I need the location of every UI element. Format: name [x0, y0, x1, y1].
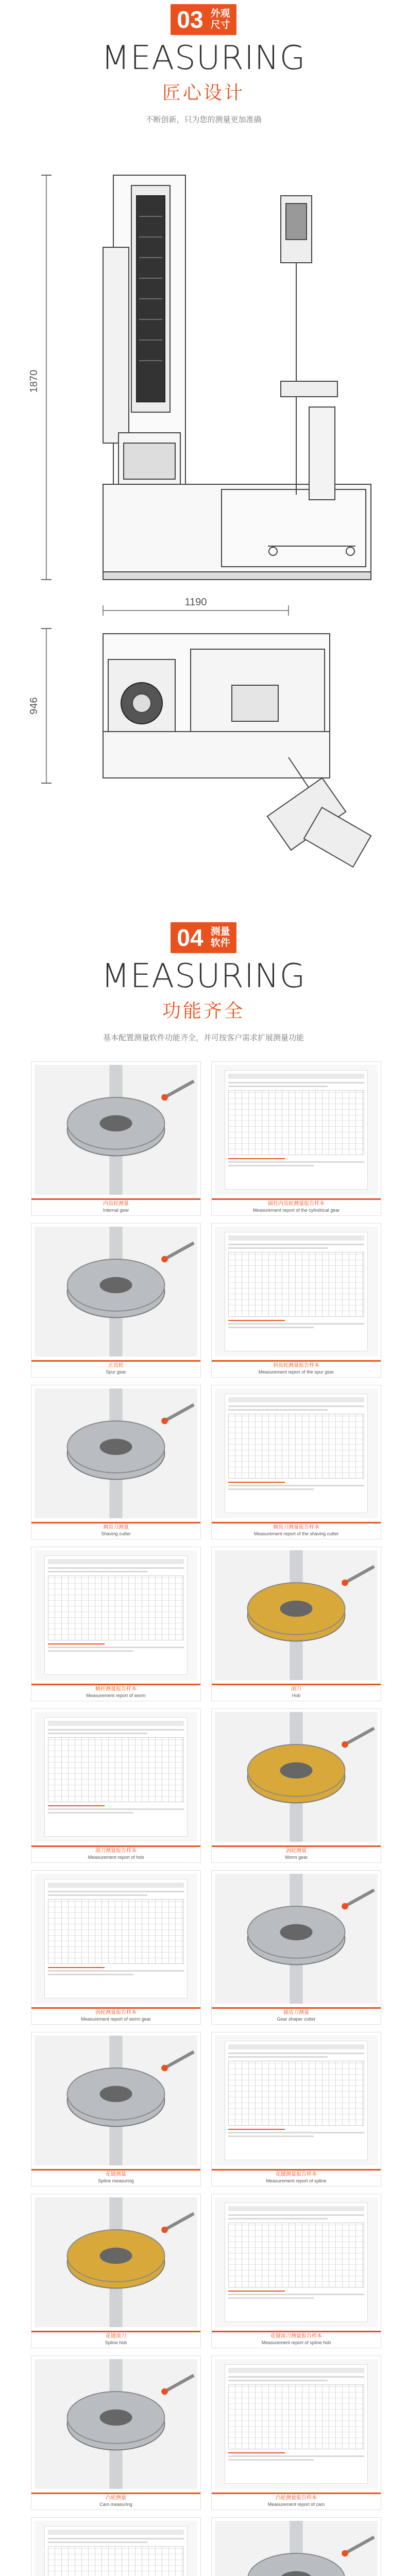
- caption-en: Shaving cutter: [101, 1531, 131, 1536]
- caption-divider: [31, 1845, 200, 1847]
- caption-en: Measurement report of hob: [88, 1855, 144, 1860]
- caption-cn: 滚刀: [291, 1686, 301, 1692]
- caption-en: Measurement report of worm gear: [80, 2016, 151, 2022]
- gallery-tile: [211, 2355, 381, 2510]
- section-title-en: MEASURING: [101, 39, 306, 77]
- section-04-badge: [171, 922, 236, 953]
- part-illustration: [35, 1065, 197, 1195]
- caption-en: Spur gear: [106, 1369, 126, 1375]
- gallery-image: [35, 1712, 197, 1842]
- caption-cn: 凸轮测量: [106, 2495, 126, 2501]
- part-illustration: [35, 1388, 197, 1518]
- gallery-image: [215, 1874, 378, 2004]
- caption-en: Measurement report of spline hob: [261, 2340, 331, 2345]
- section-subtitle: 不断创新，只为您的测量更加准确: [145, 115, 262, 124]
- section-label: 测量 软件: [210, 926, 230, 948]
- gallery-tile: [211, 1870, 381, 2025]
- caption-en: Measurement report of the shaving cutter: [253, 1531, 339, 1536]
- caption-en: Spline measuring: [98, 2178, 134, 2183]
- gallery-caption: [212, 1524, 381, 1537]
- report-sheet: [225, 1232, 368, 1351]
- gallery-tile: [211, 1061, 381, 1216]
- gallery-tile: [31, 1870, 201, 2025]
- gallery-image: [35, 2521, 197, 2576]
- caption-en: Measurement report of spline: [266, 2178, 327, 2183]
- gallery-image: [35, 1874, 197, 2004]
- part-illustration: [215, 1550, 378, 1680]
- report-sheet: [225, 2364, 368, 2484]
- caption-cn: 剃齿刀测量报告样本: [273, 1524, 319, 1530]
- part-illustration: [35, 1227, 197, 1357]
- report-sheet: [44, 2526, 188, 2576]
- gallery-caption: [31, 1201, 200, 1213]
- dimension-drawings: [0, 0, 407, 917]
- gallery-caption: [31, 1524, 200, 1537]
- caption-en: Internal gear: [103, 1208, 129, 1213]
- caption-en: Measurement report of the spur gear: [258, 1369, 334, 1375]
- gallery-caption: [31, 2172, 200, 2184]
- caption-cn: 内齿轮测量: [103, 1201, 129, 1207]
- gallery-caption: [212, 1201, 381, 1213]
- width-dimension-label: 1190: [184, 597, 207, 608]
- gallery-image: [35, 1388, 197, 1518]
- caption-en: Measurement report of worm: [86, 1693, 146, 1698]
- gallery-caption: [212, 1848, 381, 1860]
- caption-divider: [212, 1845, 381, 1847]
- gallery-image: [35, 1550, 197, 1680]
- caption-en: Spline hob: [105, 2340, 127, 2345]
- gallery-caption: [31, 1848, 200, 1860]
- gallery-caption: [212, 2333, 381, 2346]
- gallery-image: [215, 2036, 378, 2165]
- gallery-tile: [31, 1547, 201, 1701]
- gallery-caption: [31, 2495, 200, 2507]
- section-label: 外观 尺寸: [210, 8, 230, 30]
- front-view-drawing: [41, 175, 371, 580]
- caption-divider: [212, 2007, 381, 2009]
- gallery-image: [35, 2197, 197, 2327]
- gallery-tile: [31, 2355, 201, 2510]
- caption-en: Hob: [292, 1693, 301, 1698]
- caption-cn: 正齿轮: [108, 1363, 124, 1368]
- section-subtitle: 基本配置测量软件功能齐全，并可按客户需求扩展测量功能: [103, 1033, 304, 1042]
- caption-en: Gear shaper cutter: [277, 2016, 316, 2022]
- gallery-tile: [211, 2194, 381, 2348]
- gallery-tile: [211, 1708, 381, 1863]
- gallery-tile: [31, 2194, 201, 2348]
- gallery-tile: [211, 1547, 381, 1701]
- caption-divider: [31, 1198, 200, 1200]
- gallery-caption: [31, 1363, 200, 1375]
- section-04-header: [0, 922, 407, 1043]
- caption-divider: [212, 2331, 381, 2332]
- report-sheet: [225, 2202, 368, 2322]
- gallery-caption: [212, 1363, 381, 1375]
- gallery-tile: [31, 2032, 201, 2187]
- caption-divider: [31, 1684, 200, 1685]
- gallery-caption: [212, 2172, 381, 2184]
- gallery-tile: [211, 2032, 381, 2187]
- caption-cn: 圆柱内齿轮测量报告样本: [268, 1201, 325, 1207]
- caption-divider: [31, 1522, 200, 1523]
- caption-divider: [31, 2493, 200, 2494]
- height-dimension-label: 1870: [28, 369, 40, 393]
- gallery-tile: [31, 1061, 201, 1216]
- caption-divider: [212, 1198, 381, 1200]
- top-view-drawing: [41, 629, 371, 867]
- caption-divider: [212, 1360, 381, 1362]
- report-sheet: [44, 1717, 188, 1837]
- gallery-image: [215, 1712, 378, 1842]
- report-sheet: [44, 1555, 188, 1675]
- report-sheet: [225, 2041, 368, 2160]
- part-illustration: [35, 2359, 197, 2489]
- depth-dimension-label: 946: [28, 697, 40, 715]
- caption-divider: [31, 2007, 200, 2009]
- caption-en: Measurement report of the cylindrical gear: [252, 1208, 340, 1213]
- caption-divider: [212, 1684, 381, 1685]
- gallery-image: [215, 1065, 378, 1195]
- caption-cn: 蜗杆测量报告样本: [95, 1686, 137, 1692]
- gallery-tile: [31, 2517, 201, 2576]
- gallery-tile: [211, 1385, 381, 1539]
- gallery-image: [215, 1550, 378, 1680]
- gallery-caption: [212, 1686, 381, 1699]
- caption-divider: [212, 1522, 381, 1523]
- gallery-caption: [31, 2333, 200, 2346]
- gallery-caption: [31, 1686, 200, 1699]
- section-title-en: MEASURING: [101, 957, 306, 995]
- section-number: 03: [177, 6, 204, 33]
- gallery-tile: [31, 1223, 201, 1378]
- gallery-caption: [212, 2010, 381, 2022]
- section-number: 04: [177, 924, 204, 951]
- caption-en: Measurement report of cam: [267, 2502, 325, 2507]
- gallery-image: [215, 2359, 378, 2489]
- gallery-caption: [31, 2010, 200, 2022]
- caption-cn: 斜齿轮测量报告样本: [273, 1363, 319, 1368]
- part-illustration: [215, 1874, 378, 2004]
- part-illustration: [35, 2036, 197, 2165]
- caption-en: Cam measuring: [99, 2502, 132, 2507]
- caption-divider: [212, 2493, 381, 2494]
- caption-cn: 插齿刀测量: [283, 2010, 309, 2015]
- gallery-tile: [31, 1708, 201, 1863]
- part-illustration: [35, 2197, 197, 2327]
- caption-cn: 花键滚刀测量报告样本: [270, 2333, 322, 2339]
- gallery-tile: [31, 1385, 201, 1539]
- gallery-image: [215, 2521, 378, 2576]
- caption-divider: [31, 1360, 200, 1362]
- part-illustration: [215, 2521, 378, 2576]
- report-sheet: [225, 1394, 368, 1513]
- caption-cn: 滚刀测量报告样本: [95, 1848, 137, 1854]
- caption-cn: 涡轮测量报告样本: [95, 2010, 137, 2015]
- gallery-caption: [212, 2495, 381, 2507]
- caption-cn: 花键测量: [106, 2172, 126, 2177]
- caption-cn: 涡轮测量: [286, 1848, 307, 1854]
- report-sheet: [225, 1070, 368, 1190]
- caption-divider: [31, 2331, 200, 2332]
- gallery-image: [215, 1227, 378, 1357]
- section-title-cn: 匠心设计: [162, 82, 245, 103]
- caption-en: Worm gear: [284, 1855, 308, 1860]
- part-illustration: [215, 1712, 378, 1842]
- gallery-image: [215, 1388, 378, 1518]
- report-sheet: [44, 1879, 188, 1998]
- gallery-image: [35, 2036, 197, 2165]
- gallery-image: [35, 1065, 197, 1195]
- gallery-image: [35, 1227, 197, 1357]
- caption-cn: 花键测量报告样本: [276, 2172, 317, 2177]
- gallery-image: [35, 2359, 197, 2489]
- caption-cn: 剃齿刀测量: [103, 1524, 129, 1530]
- gallery-image: [215, 2197, 378, 2327]
- caption-cn: 花键滚刀: [106, 2333, 126, 2339]
- caption-divider: [31, 2169, 200, 2171]
- gallery-tile: [211, 1223, 381, 1378]
- caption-cn: 凸轮测量报告样本: [276, 2495, 317, 2501]
- caption-divider: [212, 2169, 381, 2171]
- gallery-tile: [211, 2517, 381, 2576]
- section-title-cn: 功能齐全: [162, 1000, 245, 1021]
